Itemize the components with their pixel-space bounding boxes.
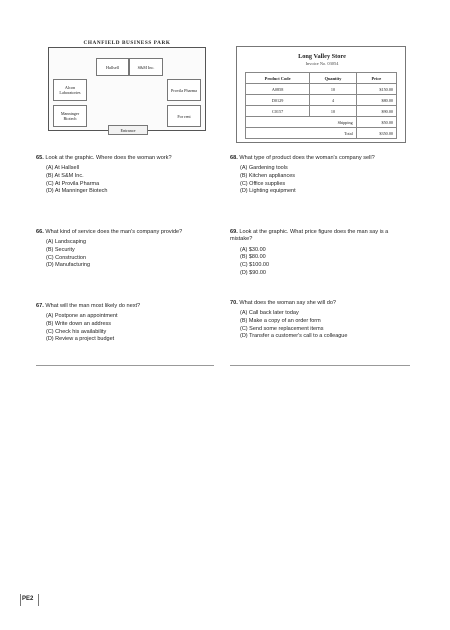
answer-option[interactable]: (C) Construction <box>46 254 87 261</box>
answer-option[interactable]: (B) Make a copy of an order form <box>240 318 321 324</box>
question-number: 67. <box>36 303 44 309</box>
invoice-cell: $80.00 <box>356 95 396 106</box>
question-text: Look at the graphic. What price figure does the man say is a mistake? <box>230 229 389 243</box>
question-text: What kind of service does the man's company provide? <box>45 229 183 235</box>
invoice-cell: $150.00 <box>356 84 396 95</box>
question-66 <box>36 229 216 270</box>
answer-option[interactable]: (B) At S&M Inc. <box>46 173 84 179</box>
invoice-shipping-row <box>246 117 397 128</box>
answer-option[interactable]: (D) Manufacturing <box>46 262 91 269</box>
answer-option[interactable]: (B) Security <box>46 247 75 253</box>
question-text: Look at the graphic. Where does the woman work? <box>45 155 172 161</box>
answer-option[interactable]: (A) At Hallsell <box>46 165 80 172</box>
question-number: 69. <box>230 229 238 235</box>
answer-option[interactable]: (A) Landscaping <box>46 239 87 246</box>
invoice-store-name: Long Valley Store <box>298 53 346 60</box>
invoice-total-value: $350.00 <box>356 128 396 139</box>
building-provila: Provila Pharma <box>167 79 201 101</box>
answer-option[interactable]: (B) Kitchen appliances <box>240 173 296 179</box>
left-column-divider <box>36 365 214 366</box>
answer-option[interactable]: (C) Check his availability <box>46 328 107 335</box>
answer-option[interactable]: (A) Postpone an appointment <box>46 313 118 320</box>
question-number: 68. <box>230 155 238 161</box>
invoice-header-row <box>246 73 397 84</box>
business-park-map <box>48 47 206 131</box>
invoice-table <box>245 72 397 139</box>
answer-option[interactable]: (C) At Provila Pharma <box>46 180 100 187</box>
invoice-cell: 4 <box>310 95 357 106</box>
invoice-total-row <box>246 128 397 139</box>
invoice-box <box>236 46 406 143</box>
answer-option[interactable]: (D) Review a project budget <box>46 336 115 343</box>
building-sm: S&M Inc. <box>129 58 163 76</box>
answer-option[interactable]: (B) $80.00 <box>240 254 266 261</box>
answer-option[interactable]: (C) $100.00 <box>240 262 270 268</box>
map-title: CHANFIELD BUSINESS PARK <box>83 40 171 46</box>
footer-divider-right <box>38 594 39 606</box>
invoice-row <box>246 84 397 95</box>
question-text: What will the man most likely do next? <box>45 303 141 309</box>
answer-option[interactable]: (D) Lighting equipment <box>240 188 296 195</box>
answer-option[interactable]: (A) Gardening tools <box>240 165 288 172</box>
invoice-col-qty: Quantity <box>310 73 357 84</box>
invoice-row <box>246 106 397 117</box>
question-70 <box>230 300 412 341</box>
question-number: 70. <box>230 300 238 306</box>
answer-option[interactable]: (A) $30.00 <box>240 246 266 253</box>
answer-option[interactable]: (C) Send some replacement items <box>240 325 324 332</box>
invoice-cell: 10 <box>310 106 357 117</box>
answer-option[interactable]: (A) Call back later today <box>240 310 299 317</box>
building-hallsell: Hallsell <box>96 58 129 76</box>
question-68 <box>230 155 410 196</box>
question-text: What type of product does the woman's company sell? <box>239 155 375 161</box>
entrance-label: Entrance <box>108 125 148 135</box>
invoice-row <box>246 95 397 106</box>
answer-option[interactable]: (D) $90.00 <box>240 269 266 276</box>
building-manninger: Manninger Biotech <box>53 105 87 127</box>
invoice-cell: D0129 <box>246 95 310 106</box>
invoice-cell: A0858 <box>246 84 310 95</box>
invoice-shipping-label: Shipping <box>246 117 357 128</box>
question-number: 65. <box>36 155 44 161</box>
question-67 <box>36 303 216 344</box>
building-alcon: Alcon Laboratories <box>53 79 87 101</box>
page-number: PE2 <box>22 596 34 602</box>
footer-divider-left <box>20 594 21 606</box>
invoice-col-price: Price <box>356 73 396 84</box>
question-65 <box>36 155 216 196</box>
building-for-rent: For rent <box>167 105 201 127</box>
invoice-cell: C0157 <box>246 106 310 117</box>
invoice-col-code: Product Code <box>246 73 310 84</box>
invoice-number: Invoice No. 03054 <box>305 61 339 66</box>
invoice-cell: $90.00 <box>356 106 396 117</box>
invoice-total-label: Total <box>246 128 357 139</box>
question-number: 66. <box>36 229 44 235</box>
question-text: What does the woman say she will do? <box>239 300 337 306</box>
invoice-cell: 10 <box>310 84 357 95</box>
invoice-shipping-value: $50.00 <box>356 117 396 128</box>
answer-option[interactable]: (B) Write down an address <box>46 321 112 327</box>
question-69 <box>230 229 410 277</box>
answer-option[interactable]: (D) Transfer a customer's call to a colleague <box>240 333 348 340</box>
right-column-divider <box>230 365 410 366</box>
answer-option[interactable]: (D) At Manninger Biotech <box>46 188 108 195</box>
answer-option[interactable]: (C) Office supplies <box>240 180 286 187</box>
